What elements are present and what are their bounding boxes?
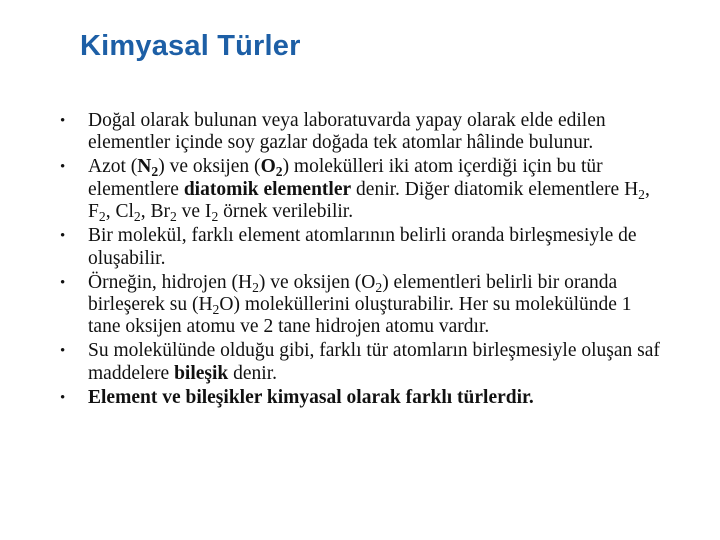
item-text: ) molekülleri iki atom içerdiği için bu tür elementlere (88, 156, 603, 200)
item-text: Azot ( (88, 156, 138, 178)
list-item (60, 387, 660, 409)
bullet-icon: • (60, 113, 66, 129)
subscript: 2 (375, 279, 383, 295)
item-text: ) elementleri belirli bir oranda birleşerek su (H (88, 271, 618, 316)
bullet-icon: • (60, 389, 66, 406)
conclusion-text: Element ve bileşikler kimyasal olarak farklı türlerdir. (88, 386, 534, 408)
item-text: , Cl (105, 201, 134, 223)
key-term: bileşik (174, 362, 229, 384)
subscript: 2 (98, 209, 106, 225)
bullet-list (60, 110, 660, 411)
list-item (60, 225, 660, 270)
subscript: 2 (133, 209, 141, 225)
formula-text: N (137, 156, 152, 178)
list-item (60, 110, 660, 155)
bullet-icon: • (60, 159, 66, 176)
subscript: 2 (169, 209, 177, 225)
item-text: denir. Diğer diatomik elementlere H (351, 178, 639, 200)
bullet-icon: • (60, 228, 66, 245)
item-text: ) ve oksijen ( (158, 156, 261, 178)
item-text: ve I (176, 201, 212, 223)
list-item (60, 156, 660, 223)
subscript: 2 (638, 186, 645, 202)
item-text: , F (88, 178, 650, 223)
item-text: Doğal olarak bulunan veya laboratuvarda yapay olarak elde edilen elementler içinde soy gazlar doğada tek atomlar hâlinde bulunur. (88, 110, 606, 154)
item-text: örnek verilebilir. (218, 201, 354, 223)
item-text: Su molekülünde olduğu gibi, farklı tür atomların birleşmesiyle oluşan saf maddelere (88, 340, 660, 384)
item-text: O) moleküllerini oluşturabilir. Her su molekülünde 1 tane oksijen atomu ve 2 tane hidrojen atomu vardır. (88, 294, 632, 338)
item-text: denir. (228, 362, 278, 384)
subscript: 2 (151, 164, 159, 180)
list-item (60, 340, 660, 385)
subscript: 2 (252, 279, 259, 295)
item-text: Bir molekül, farklı element atomlarının belirli oranda birleşmesiyle de oluşabilir. (88, 225, 637, 269)
subscript: 2 (275, 164, 283, 180)
list-item (60, 272, 660, 339)
subscript: 2 (212, 302, 220, 318)
bullet-icon: • (60, 343, 66, 360)
key-term: diatomik elementler (183, 178, 352, 200)
formula-text: O (260, 156, 276, 178)
item-text: ) ve oksijen (O (258, 271, 376, 293)
bullet-icon: • (60, 274, 66, 291)
subscript: 2 (211, 209, 219, 225)
page-title: Kimyasal Türler (80, 30, 301, 62)
item-text: Örneğin, hidrojen (H (88, 271, 253, 293)
item-text: , Br (140, 201, 170, 223)
